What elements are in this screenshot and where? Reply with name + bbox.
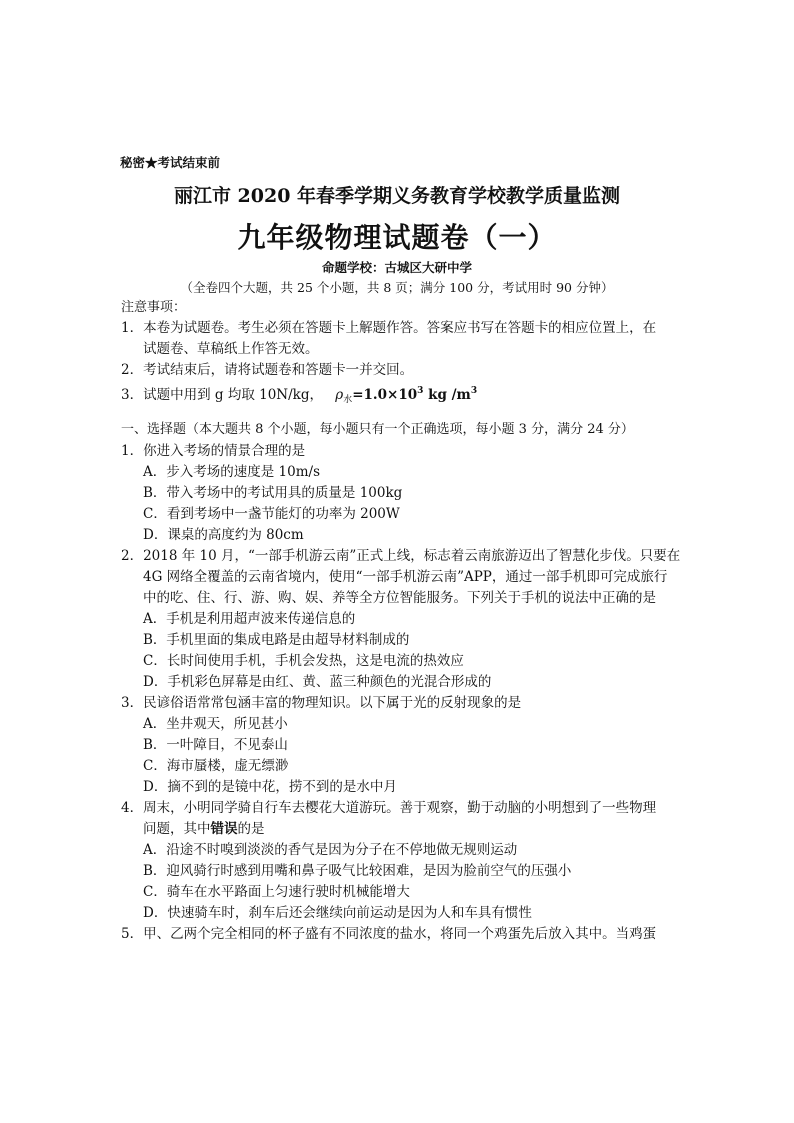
question-5-stem-1: 5．甲、乙两个完全相同的杯子盛有不同浓度的盐水，将同一个鸡蛋先后放入其中。当鸡蛋 [121,926,657,942]
note-item-3 [121,381,477,410]
exam-title-line2: 九年级物理试题卷（一） [237,221,557,254]
rho-subscript: 水 [343,395,353,405]
section-1-prefix: 一、选择题（ [121,422,200,437]
question-1-option-d: D．课桌的高度约为 80cm [143,527,304,543]
density-exponent: 3 [417,386,424,396]
question-3-stem: 3．民谚俗语常常包涵丰富的物理知识。以下属于光的反射现象的是 [121,695,522,711]
author-school: 命题学校：古城区大研中学 [321,260,472,275]
question-4-stem-1: 4．周末，小明同学骑自行车去樱花大道游玩。善于观察，勤于动脑的小明想到了一些物理 [121,800,657,816]
water-density-value: =1.0×10 [352,387,418,403]
question-4-option-b: B．迎风骑行时感到用嘴和鼻子吸气比较困难，是因为脸前空气的压强小 [143,863,572,879]
question-2-option-b: B．手机里面的集成电路是由超导材料制成的 [143,632,410,648]
question-2-option-a: A．手机是利用超声波来传递信息的 [143,611,356,627]
confidential-mark: 秘密★考试结束前 [120,155,221,170]
question-3-option-d: D．摘不到的是镜中花，捞不到的是水中月 [143,779,397,795]
section-1-heading [121,420,634,440]
question-3-option-a: A．坐井观天，所见甚小 [143,716,288,732]
question-2-stem-2: 4G 网络全覆盖的云南省境内，使用“一部手机游云南”APP，通过一部手机即可完成旅行 [143,569,668,585]
note-item-1b: 试题卷、草稿纸上作答无效。 [143,341,319,357]
question-4-emphasis: 错误 [210,821,238,837]
question-4-option-a: A．沿途不时嗅到淡淡的香气是因为分子在不停地做无规则运动 [143,842,518,858]
question-4-option-c: C．骑车在水平路面上匀速行驶时机械能增大 [143,884,410,900]
question-4-stem-2-prefix: 问题，其中 [143,821,211,837]
density-unit-exponent: 3 [470,386,478,396]
question-4-stem-2 [143,819,265,839]
density-unit: kg /m [423,387,471,403]
rho-symbol: ρ [335,387,344,403]
section-1-suffix: ） [620,422,634,437]
section-1-instructions: 本大题共 8 个小题，每小题只有一个正确选项，每小题 3 分，满分 24 分 [199,422,621,437]
question-2-stem-1: 2．2018 年 10 月，“一部手机游云南”正式上线，标志着云南旅游迈出了智慧化步伐。只要在 [121,548,681,564]
question-3-option-b: B．一叶障目，不见泰山 [143,737,288,753]
question-2-stem-3: 中的吃、住、行、游、购、娱、养等全方位智能服务。下列关于手机的说法中正确的是 [143,590,656,606]
note-item-3-prefix: 3．试题中用到 g 均取 10N/kg， [121,387,323,403]
exam-title-line1: 丽江市 2020 年春季学期义务教育学校教学质量监测 [173,185,621,207]
question-1-option-b: B．带入考场中的考试用具的质量是 100kg [143,485,403,501]
question-1-option-c: C．看到考场中一盏节能灯的功率为 200W [143,506,400,522]
question-2-option-d: D．手机彩色屏幕是由红、黄、蓝三种颜色的光混合形成的 [143,674,492,690]
question-1-option-a: A．步入考场的速度是 10m/s [143,464,320,480]
question-2-option-c: C．长时间使用手机，手机会发热，这是电流的热效应 [143,653,464,669]
question-4-option-d: D．快速骑车时，刹车后还会继续向前运动是因为人和车具有惯性 [143,905,532,921]
question-3-option-c: C．海市蜃楼，虚无缥渺 [143,758,289,774]
notes-heading: 注意事项： [121,300,187,315]
note-item-1a: 1．本卷为试题卷。考生必须在答题卡上解题作答。答案应书写在答题卡的相应位置上，在 [121,320,657,336]
question-4-stem-2-suffix: 的是 [237,821,265,837]
exam-general-info: （全卷四个大题，共 25 个小题，共 8 页；满分 100 分，考试用时 90 分钟） [180,280,614,295]
question-1-stem: 1．你进入考场的情景合理的是 [121,443,306,459]
note-item-2: 2．考试结束后，请将试题卷和答题卡一并交回。 [121,362,414,378]
